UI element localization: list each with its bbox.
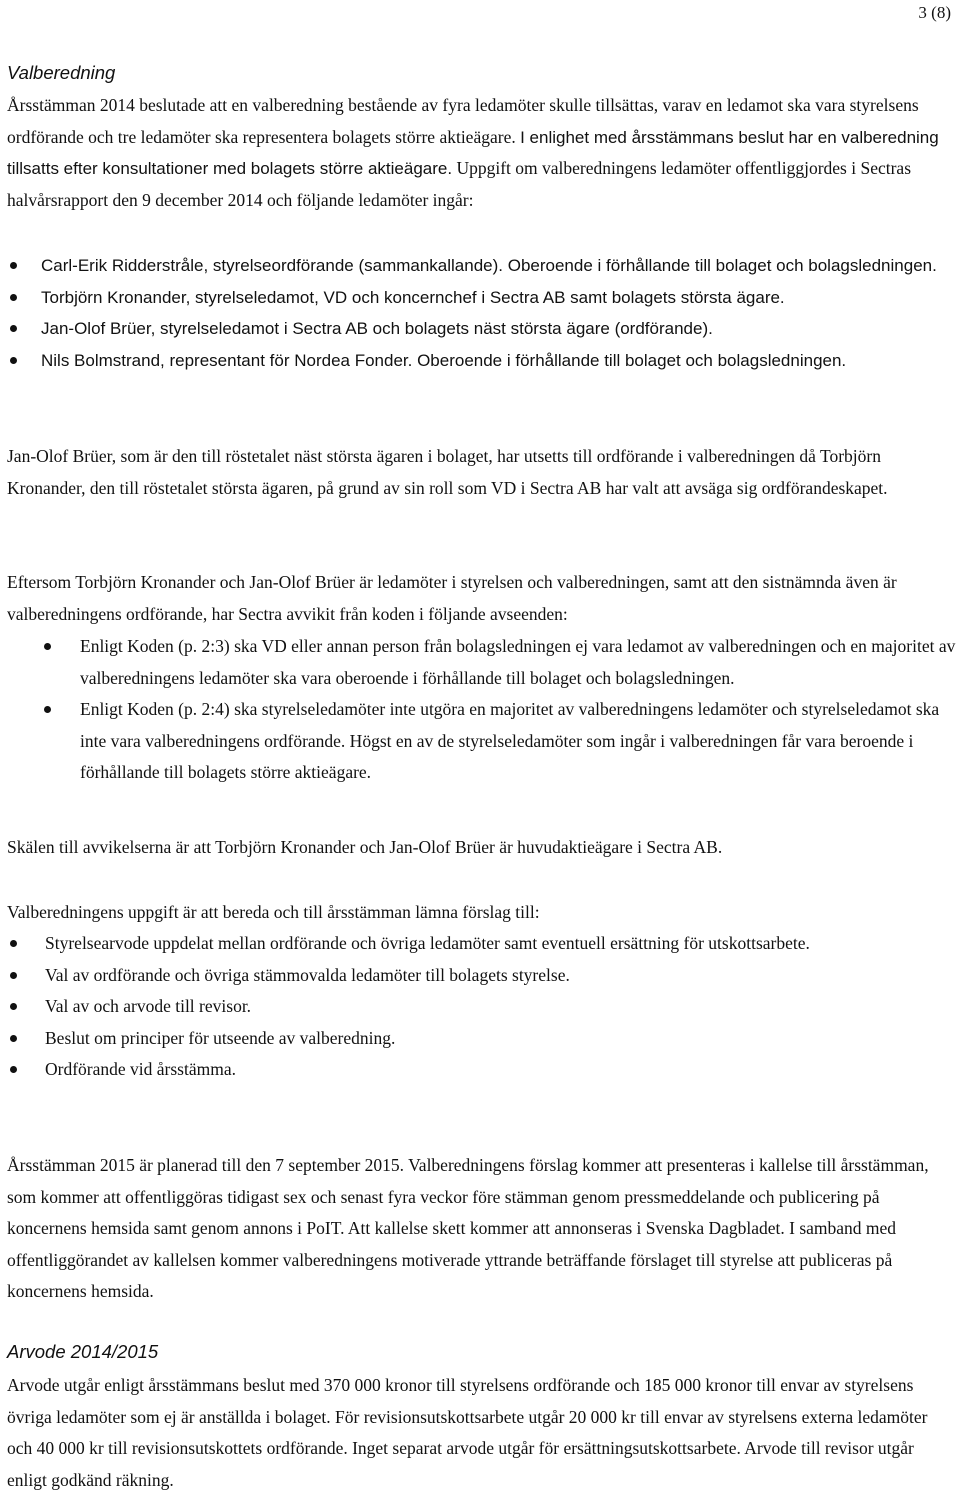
deviations-list: [80, 631, 957, 789]
intro-paragraph: [7, 90, 957, 216]
deviation-paragraph: Eftersom Torbjörn Kronander och Jan-Olof Brüer är ledamöter i styrelsen och valberedningen, samt att den sistnämnda även är valberedningens ordförande, har Sectra avvikit från koden i följande avseenden:: [7, 572, 897, 624]
list-item: Styrelsearvode uppdelat mellan ordförande och övriga ledamöter samt eventuell ersättning för utskottsarbete.: [45, 928, 957, 960]
bullet-icon: [10, 325, 17, 332]
intro-sentence-1: Årsstämman 2014 beslutade att en valberedning bestående av fyra ledamöter skulle tillsättas, varav en ledamot ska vara styrelsens ordförande och tre ledamöter ska representera bolagets större aktieägare.: [7, 95, 919, 147]
list-item: Enligt Koden (p. 2:4) ska styrelseledamöter inte utgöra en majoritet av valberedningens ledamöter och styrelseledamot ska inte vara valberedningens ordförande. Högst en av de styrelseledamöter som ingår i valberedningen får vara beroende i förhållande till bolagets större aktieägare.: [80, 694, 957, 789]
list-item: Ordförande vid årsstämma.: [45, 1054, 957, 1086]
list-item: Jan-Olof Brüer, styrelseledamot i Sectra AB och bolagets näst största ägare (ordförande).: [41, 313, 957, 345]
reason-paragraph: Skälen till avvikelserna är att Torbjörn Kronander och Jan-Olof Brüer är huvudaktieägare i Sectra AB.: [7, 837, 723, 857]
bullet-icon: [10, 1035, 17, 1042]
list-item: Enligt Koden (p. 2:3) ska VD eller annan person från bolagsledningen ej vara ledamot av valberedningen och en majoritet av valberedningens ledamöter ska vara oberoende i förhållande till bolaget och bolagsledningen.: [80, 631, 957, 694]
list-item: Beslut om principer för utseende av valberedning.: [45, 1023, 957, 1055]
agm-paragraph: Årsstämman 2015 är planerad till den 7 september 2015. Valberedningens förslag kommer att presenteras i kallelse till årsstämman, som kommer att offentliggöras tidigast sex och senast fyra veckor före stämman genom pressmeddelande och publicering på koncernens hemsida samt genom annons i PoIT. Att kallelse skett kommer att annonseras i Svenska Dagbladet. I samband med offentliggörandet av kallelsen kommer valberedningens motiverade yttrande beträffande förslaget till styrelse att publiceras på koncernens hemsida.: [7, 1155, 929, 1301]
bullet-icon: [44, 706, 51, 713]
bullet-icon: [44, 643, 51, 650]
tasks-list: [45, 928, 957, 1086]
bullet-icon: [10, 940, 17, 947]
bullet-icon: [10, 972, 17, 979]
section-heading-arvode: Arvode 2014/2015: [7, 1341, 159, 1362]
bullet-icon: [10, 357, 17, 364]
section-heading-valberedning: Valberedning: [7, 62, 116, 83]
list-item: Val av ordförande och övriga stämmovalda ledamöter till bolagets styrelse.: [45, 960, 957, 992]
fee-paragraph: Arvode utgår enligt årsstämmans beslut med 370 000 kronor till styrelsens ordförande och 185 000 kronor till envar av styrelsens övriga ledamöter som ej är anställda i bolaget. För revisionsutskottsarbete utgår 20 000 kr till envar av styrelsens externa ledamöter och 40 000 kr till revisionsutskottets ordförande. Inget separat arvode utgår för ersättningsutskottsarbete. Arvode till revisor utgår enligt godkänd räkning.: [7, 1375, 928, 1490]
list-item: Val av och arvode till revisor.: [45, 991, 957, 1023]
bullet-icon: [10, 262, 17, 269]
bullet-icon: [10, 1003, 17, 1010]
bullet-icon: [10, 294, 17, 301]
list-item: Nils Bolmstrand, representant för Nordea Fonder. Oberoende i förhållande till bolaget och bolagsledningen.: [41, 345, 957, 377]
intro-sentence-3: Uppgift om valberedningens ledamöter offentliggjordes i Sectras halvårsrapport den 9 december 2014 och följande ledamöter ingår:: [7, 158, 912, 210]
chair-paragraph: Jan-Olof Brüer, som är den till röstetalet näst största ägaren i bolaget, har utsetts till ordförande i valberedningen då Torbjörn Kronander, den till röstetalet största ägaren, på grund av sin roll som VD i Sectra AB har valt att avsäga sig ordförandeskapet.: [7, 446, 888, 498]
members-list: [41, 250, 957, 376]
intro-sentence-2: I enlighet med årsstämmans beslut har en valberedning tillsatts efter konsultationer med bolagets större aktieägare.: [7, 127, 939, 178]
list-item: Torbjörn Kronander, styrelseledamot, VD och koncernchef i Sectra AB samt bolagets största ägare.: [41, 282, 957, 314]
bullet-icon: [10, 1066, 17, 1073]
task-paragraph: Valberedningens uppgift är att bereda och till årsstämman lämna förslag till:: [7, 902, 540, 922]
list-item: Carl-Erik Ridderstråle, styrelseordförande (sammankallande). Oberoende i förhållande till bolaget och bolagsledningen.: [41, 250, 957, 282]
page-number: 3 (8): [918, 3, 951, 22]
